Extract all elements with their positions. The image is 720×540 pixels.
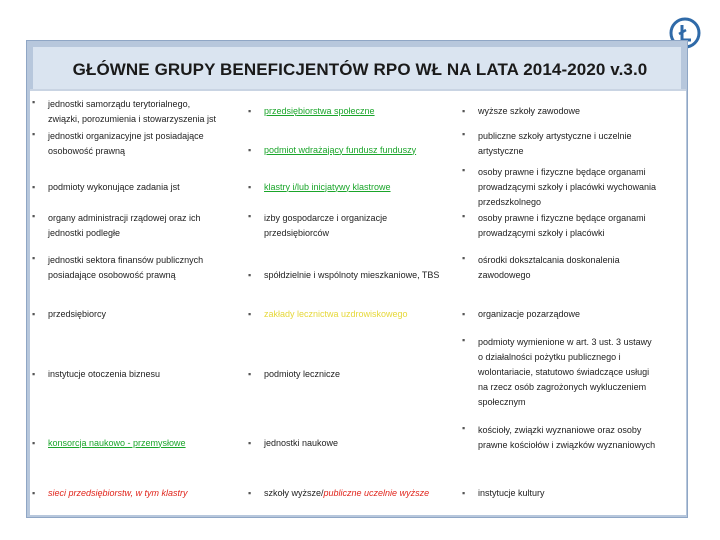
bullet-icon: ▪ (248, 309, 252, 319)
table-cell (246, 479, 456, 507)
cell-text-line: instytucje otoczenia biznesu (48, 368, 161, 379)
table-cell (460, 479, 686, 507)
bullet-icon: ▪ (462, 253, 466, 263)
bullet-icon: ▪ (248, 106, 252, 116)
cell-text-line: osobowość prawną (48, 146, 126, 156)
bullet-icon: ▪ (32, 211, 36, 221)
cell-text-line: prowadzącymi szkoły i placówki (478, 228, 605, 238)
bullet-icon: ▪ (462, 211, 466, 221)
table-cell (30, 297, 244, 331)
cell-text-line: jednostki samorządu terytorialnego, (48, 99, 191, 109)
table-cell (460, 335, 686, 413)
table-cell (246, 129, 456, 163)
table-cell (460, 423, 686, 463)
table-cell (460, 297, 686, 331)
cell-text-line: związki, porozumienia i stowarzyszenia jst (48, 114, 217, 124)
cell-text-line: podmioty wymienione w art. 3 ust. 3 ustawy (478, 337, 652, 347)
table-cell (460, 211, 686, 245)
bullet-icon: ▪ (32, 97, 36, 107)
table-cell (246, 423, 456, 463)
bullet-icon: ▪ (248, 369, 252, 379)
bullet-icon: ▪ (32, 253, 36, 263)
cell-text-line: na rzecz osób zagrożonych wykluczeniem (478, 382, 647, 392)
bullet-icon: ▪ (462, 165, 466, 175)
table-cell (30, 423, 244, 463)
bullet-icon: ▪ (248, 438, 252, 448)
table-cell (246, 211, 456, 245)
table-cell (460, 129, 686, 163)
bullet-icon: ▪ (462, 309, 466, 319)
cell-text-line: zakłady lecznictwa uzdrowiskowego (264, 308, 408, 319)
cell-text-line: jednostki organizacyjne jst posiadające (48, 131, 204, 141)
cell-text-line: przedsiębiorców (264, 228, 330, 238)
table-row (30, 129, 686, 163)
table-row (30, 297, 686, 331)
cell-text-line: sieci przedsiębiorstw, w tym klastry (48, 487, 188, 498)
bullet-icon: ▪ (32, 182, 36, 192)
table-row (30, 253, 686, 291)
cell-text-line: jednostki podległe (48, 228, 121, 238)
cell-text-line: posiadające osobowość prawną (48, 270, 176, 280)
bullet-icon: ▪ (462, 106, 466, 116)
cell-text-line: podmioty wykonujące zadania jst (48, 181, 180, 192)
cell-text-line: prowadzącymi szkoły i placówki wychowania (478, 182, 657, 192)
bullet-icon: ▪ (32, 129, 36, 139)
cell-text-line: podmiot wdrażający fundusz funduszy (264, 144, 417, 155)
cell-text-line: prawne kościołów i związków wyznaniowych (478, 440, 656, 450)
cell-text-line: konsorcja naukowo - przemysłowe (48, 437, 186, 448)
cell-text-line: instytucje kultury (478, 487, 545, 498)
bullet-icon: ▪ (32, 438, 36, 448)
table-cell (460, 97, 686, 125)
bullet-icon: ▪ (248, 211, 252, 221)
cell-text-line: ośrodki doksztalcania doskonalenia (478, 255, 620, 265)
table-cell (30, 335, 244, 413)
cell-text-line: jednostki sektora finansów publicznych (48, 255, 204, 265)
bullet-icon: ▪ (248, 488, 252, 498)
table-cell (30, 165, 244, 209)
bullet-icon: ▪ (248, 182, 252, 192)
cell-text-line: o działalności pożytku publicznego i (478, 352, 621, 362)
cell-text-line: zawodowego (478, 270, 531, 280)
table-cell (246, 253, 456, 291)
bullet-icon: ▪ (248, 145, 252, 155)
cell-text-line: izby gospodarcze i organizacje (264, 213, 388, 223)
cell-text-line: przedsiębiorstwa społeczne (264, 105, 375, 116)
bullet-icon: ▪ (462, 423, 466, 433)
cell-text-line: organy administracji rządowej oraz ich (48, 213, 201, 223)
cell-text-line: wolontariacie, statutowo świadczące usługi (478, 367, 650, 377)
cell-text-line: klastry i/lub inicjatywy klastrowe (264, 181, 391, 192)
table-cell (246, 297, 456, 331)
cell-text-line: osoby prawne i fizyczne będące organami (478, 213, 646, 223)
table-cell (246, 97, 456, 125)
cell-text-line: społecznym (478, 397, 526, 407)
table-cell (30, 211, 244, 245)
table-cell (246, 165, 456, 209)
cell-text-line: kościoły, związki wyznaniowe oraz osoby (478, 425, 642, 435)
cell-text-line: spółdzielnie i wspólnoty mieszkaniowe, TBS (264, 269, 440, 280)
cell-text-line: jednostki naukowe (264, 437, 339, 448)
cell-text-line: przedsiębiorcy (48, 308, 107, 319)
bullet-icon: ▪ (462, 488, 466, 498)
cell-text-line: podmioty lecznicze (264, 368, 341, 379)
table-cell (30, 253, 244, 291)
table-row (30, 335, 686, 413)
cell-text-part-highlight: publiczne uczelnie wyższe (323, 487, 430, 498)
table-row (30, 211, 686, 245)
table-row (30, 423, 686, 463)
cell-text-line: przedszkolnego (478, 197, 542, 207)
bullet-icon: ▪ (32, 309, 36, 319)
table-cell (30, 129, 244, 163)
bullet-icon: ▪ (32, 369, 36, 379)
table-cell (460, 253, 686, 291)
cell-text-line: organizacje pozarządowe (478, 308, 581, 319)
cell-text-line: publiczne szkoły artystyczne i uczelnie (478, 131, 632, 141)
page-title: GŁÓWNE GRUPY BENEFICJENTÓW RPO WŁ NA LATA 2014-2020 v.3.0 (72, 60, 648, 79)
table-row (30, 97, 686, 125)
bullet-icon: ▪ (462, 335, 466, 345)
table-row (30, 165, 686, 209)
beneficiaries-table (30, 89, 686, 515)
bullet-icon: ▪ (32, 488, 36, 498)
table-cell (246, 335, 456, 413)
bullet-icon: ▪ (248, 270, 252, 280)
table-cell (30, 97, 244, 125)
table-cell (460, 165, 686, 209)
bullet-icon: ▪ (462, 129, 466, 139)
cell-text-line: wyższe szkoły zawodowe (478, 105, 581, 116)
cell-text-line: artystyczne (478, 146, 524, 156)
table-cell (30, 479, 244, 507)
cell-text-line: osoby prawne i fizyczne będące organami (478, 167, 646, 177)
table-row (30, 479, 686, 507)
cell-text-line (246, 486, 429, 501)
cell-text-part: szkoły wyższe/ (264, 487, 324, 498)
